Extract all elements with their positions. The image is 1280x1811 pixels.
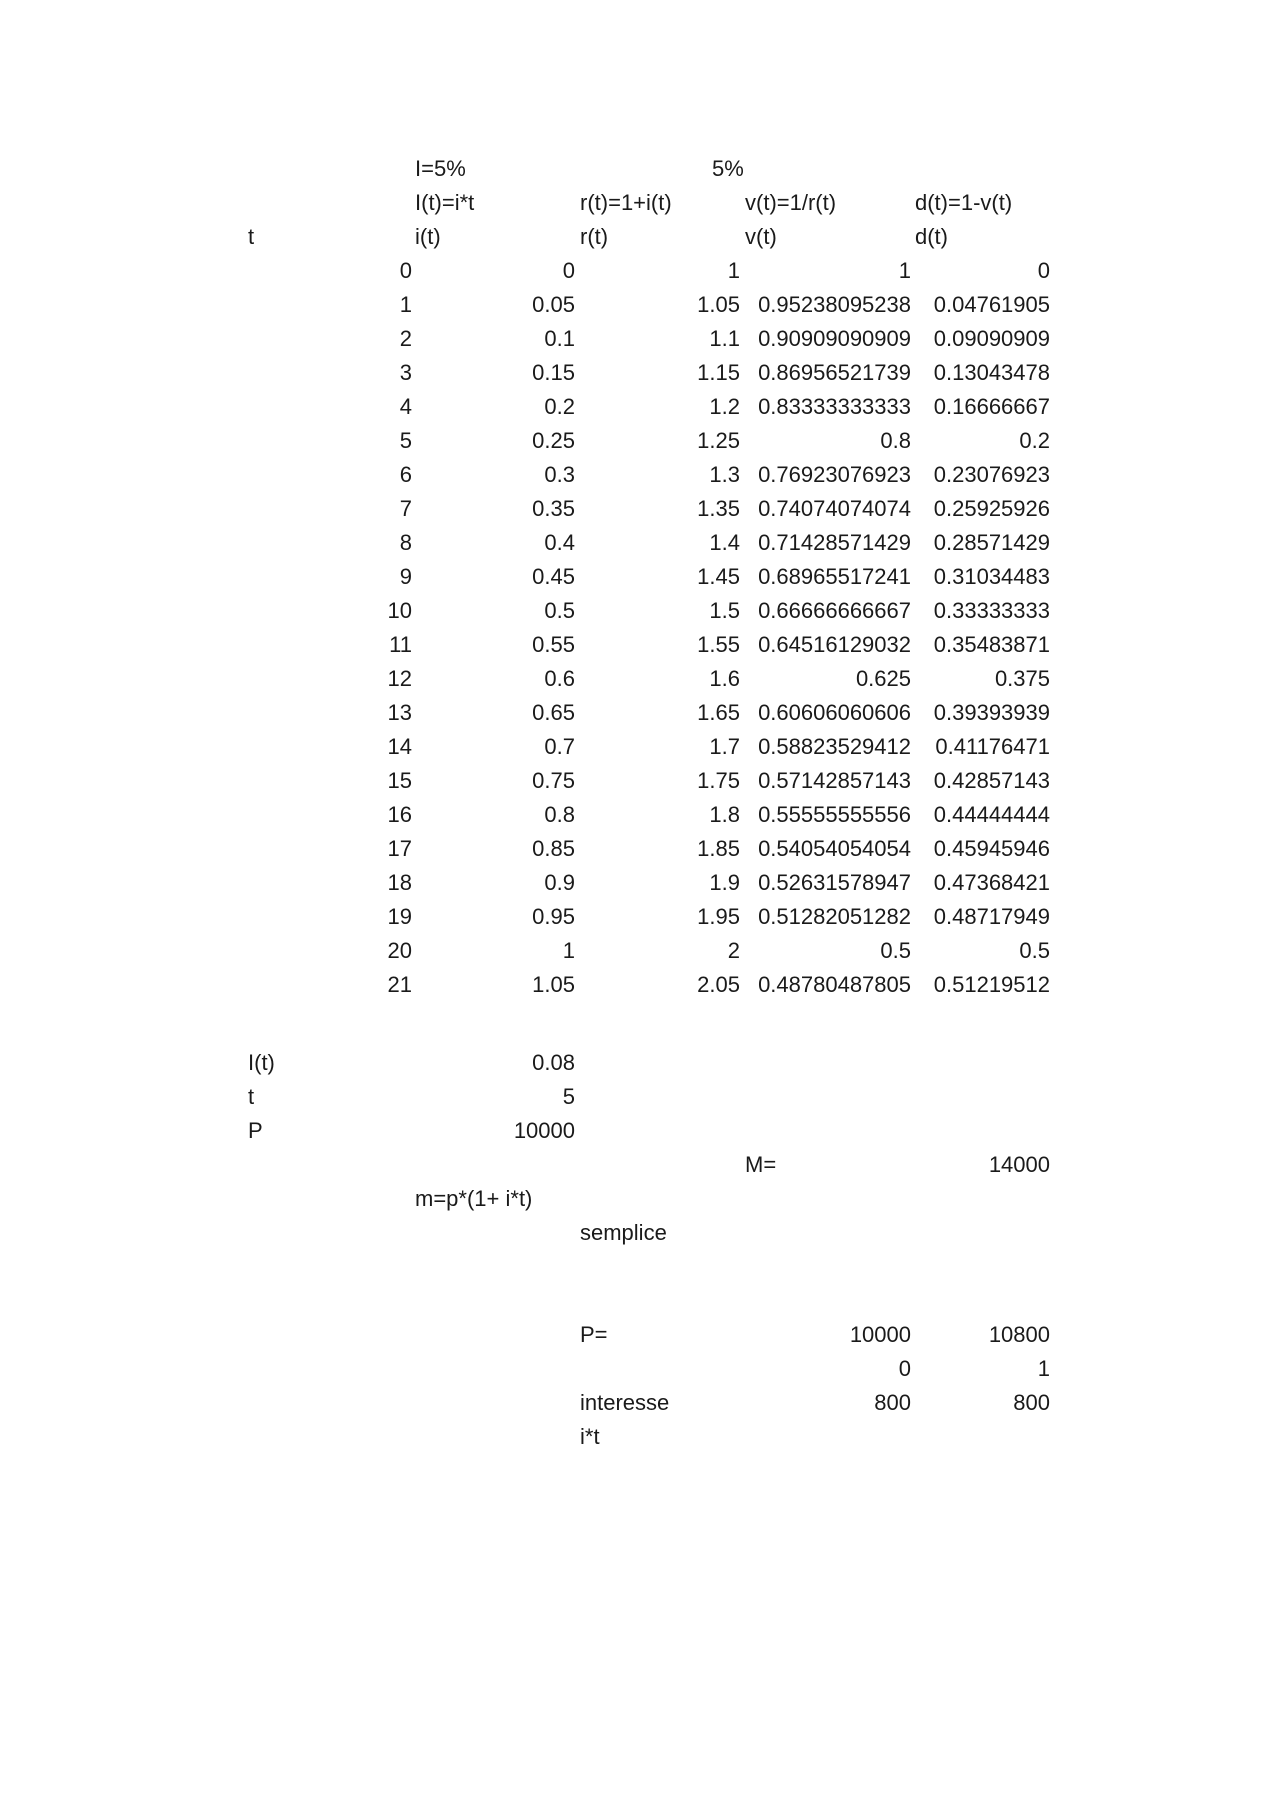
cell-i: 0.6 (544, 666, 575, 691)
cell-i: 0.5 (544, 598, 575, 623)
formula-i: I(t)=i*t (415, 190, 475, 215)
cell-d: 0.04761905 (933, 292, 1050, 317)
cell-i: 0 (562, 258, 575, 283)
cell-d: 0.2 (1019, 428, 1050, 453)
param-it-label: I(t) (248, 1050, 275, 1075)
cell-v: 0.95238095238 (758, 292, 911, 317)
cell-t: 9 (399, 564, 412, 589)
cell-v: 0.51282051282 (758, 904, 911, 929)
interest-type: semplice (580, 1220, 667, 1245)
cell-v: 0.74074074074 (758, 496, 911, 521)
cell-r: 1.2 (709, 394, 740, 419)
cell-i: 0.9 (544, 870, 575, 895)
cell-i: 0.55 (532, 632, 575, 657)
cell-v: 0.48780487805 (758, 972, 911, 997)
cell-i: 1 (562, 938, 575, 963)
cell-i: 0.15 (532, 360, 575, 385)
cell-d: 0.45945946 (933, 836, 1050, 861)
column-header-v: v(t) (745, 224, 777, 249)
column-header-i: i(t) (415, 224, 441, 249)
bottom-p-value-1: 10000 (849, 1322, 911, 1347)
cell-i: 0.1 (544, 326, 575, 351)
cell-d: 0.16666667 (933, 394, 1050, 419)
column-header-r: r(t) (580, 224, 609, 249)
cell-r: 1.3 (709, 462, 740, 487)
cell-i: 0.25 (532, 428, 575, 453)
cell-i: 0.7 (544, 734, 575, 759)
formula-r: r(t)=1+i(t) (580, 190, 672, 215)
cell-r: 2 (727, 938, 740, 963)
bottom-interest-1: 800 (874, 1390, 911, 1415)
cell-t: 13 (387, 700, 412, 725)
cell-i: 0.95 (532, 904, 575, 929)
param-t-label: t (248, 1084, 255, 1109)
bottom-interest-2: 800 (1013, 1390, 1050, 1415)
cell-v: 0.57142857143 (758, 768, 911, 793)
cell-t: 4 (399, 394, 412, 419)
cell-d: 0.42857143 (933, 768, 1050, 793)
cell-t: 12 (387, 666, 412, 691)
cell-d: 0.23076923 (933, 462, 1050, 487)
cell-r: 1.15 (697, 360, 740, 385)
cell-t: 5 (399, 428, 412, 453)
cell-r: 1.25 (697, 428, 740, 453)
cell-d: 0.51219512 (933, 972, 1050, 997)
formula-v: v(t)=1/r(t) (745, 190, 837, 215)
cell-r: 1.9 (709, 870, 740, 895)
cell-v: 0.625 (855, 666, 911, 691)
cell-v: 0.68965517241 (758, 564, 911, 589)
cell-i: 0.4 (544, 530, 575, 555)
cell-t: 0 (399, 258, 412, 283)
cell-r: 1.7 (709, 734, 740, 759)
cell-d: 0.48717949 (933, 904, 1050, 929)
cell-v: 0.83333333333 (758, 394, 911, 419)
cell-v: 0.64516129032 (758, 632, 911, 657)
cell-t: 1 (399, 292, 412, 317)
cell-t: 15 (387, 768, 412, 793)
bottom-period-1: 0 (898, 1356, 911, 1381)
cell-i: 0.65 (532, 700, 575, 725)
cell-v: 0.52631578947 (758, 870, 911, 895)
param-p-label: P (248, 1118, 263, 1143)
cell-i: 0.85 (532, 836, 575, 861)
param-p-value: 10000 (513, 1118, 575, 1143)
column-header-d: d(t) (915, 224, 948, 249)
cell-r: 1.8 (709, 802, 740, 827)
cell-t: 10 (387, 598, 412, 623)
cell-r: 1.5 (709, 598, 740, 623)
cell-r: 1.35 (697, 496, 740, 521)
cell-d: 0.25925926 (933, 496, 1050, 521)
cell-d: 0.375 (994, 666, 1050, 691)
rate-value: 5% (712, 156, 744, 181)
cell-v: 0.55555555556 (758, 802, 911, 827)
cell-v: 0.86956521739 (758, 360, 911, 385)
cell-t: 19 (387, 904, 412, 929)
cell-v: 0.60606060606 (758, 700, 911, 725)
cell-i: 0.35 (532, 496, 575, 521)
cell-r: 1.55 (697, 632, 740, 657)
cell-i: 0.8 (544, 802, 575, 827)
cell-d: 0.31034483 (933, 564, 1050, 589)
cell-t: 18 (387, 870, 412, 895)
bottom-period-2: 1 (1037, 1356, 1050, 1381)
bottom-interest-label: interesse (580, 1390, 670, 1415)
cell-i: 0.75 (532, 768, 575, 793)
cell-i: 1.05 (532, 972, 575, 997)
cell-v: 0.54054054054 (758, 836, 911, 861)
cell-d: 0.41176471 (935, 734, 1050, 759)
cell-t: 20 (387, 938, 412, 963)
cell-d: 0.13043478 (933, 360, 1050, 385)
cell-r: 1.6 (709, 666, 740, 691)
cell-d: 0.35483871 (933, 632, 1050, 657)
bottom-p-label: P= (580, 1322, 608, 1347)
cell-v: 0.71428571429 (758, 530, 911, 555)
cell-r: 1.4 (709, 530, 740, 555)
cell-t: 6 (399, 462, 412, 487)
cell-t: 17 (387, 836, 412, 861)
cell-v: 0.76923076923 (758, 462, 911, 487)
cell-r: 1.05 (697, 292, 740, 317)
bottom-it-formula: i*t (580, 1424, 600, 1449)
cell-t: 14 (387, 734, 412, 759)
cell-i: 0.45 (532, 564, 575, 589)
cell-d: 0.09090909 (933, 326, 1050, 351)
cell-v: 0.58823529412 (758, 734, 911, 759)
cell-v: 0.90909090909 (758, 326, 911, 351)
cell-r: 1.65 (697, 700, 740, 725)
montante-formula: m=p*(1+ i*t) (415, 1186, 533, 1211)
cell-r: 1.75 (697, 768, 740, 793)
column-header-t: t (248, 224, 255, 249)
cell-v: 1 (898, 258, 911, 283)
cell-i: 0.2 (544, 394, 575, 419)
cell-i: 0.05 (532, 292, 575, 317)
formula-d: d(t)=1-v(t) (915, 190, 1013, 215)
param-t-value: 5 (562, 1084, 575, 1109)
cell-r: 1.85 (697, 836, 740, 861)
montante-label: M= (745, 1152, 777, 1177)
cell-t: 2 (399, 326, 412, 351)
cell-t: 11 (389, 632, 412, 657)
cell-r: 1.45 (697, 564, 740, 589)
cell-d: 0.39393939 (933, 700, 1050, 725)
cell-d: 0.33333333 (933, 598, 1050, 623)
cell-v: 0.5 (880, 938, 911, 963)
montante-value: 14000 (988, 1152, 1050, 1177)
cell-t: 8 (399, 530, 412, 555)
cell-i: 0.3 (544, 462, 575, 487)
cell-r: 1 (727, 258, 740, 283)
rate-label: I=5% (415, 156, 466, 181)
cell-t: 21 (387, 972, 412, 997)
cell-d: 0.28571429 (933, 530, 1050, 555)
cell-v: 0.8 (880, 428, 911, 453)
cell-d: 0.47368421 (933, 870, 1050, 895)
cell-d: 0 (1037, 258, 1050, 283)
cell-t: 16 (387, 802, 412, 827)
cell-r: 2.05 (697, 972, 740, 997)
cell-d: 0.44444444 (933, 802, 1050, 827)
bottom-p-value-2: 10800 (988, 1322, 1050, 1347)
cell-v: 0.66666666667 (758, 598, 911, 623)
cell-t: 7 (399, 496, 412, 521)
cell-r: 1.95 (697, 904, 740, 929)
cell-t: 3 (399, 360, 412, 385)
param-it-value: 0.08 (532, 1050, 575, 1075)
cell-d: 0.5 (1019, 938, 1050, 963)
cell-r: 1.1 (709, 326, 740, 351)
